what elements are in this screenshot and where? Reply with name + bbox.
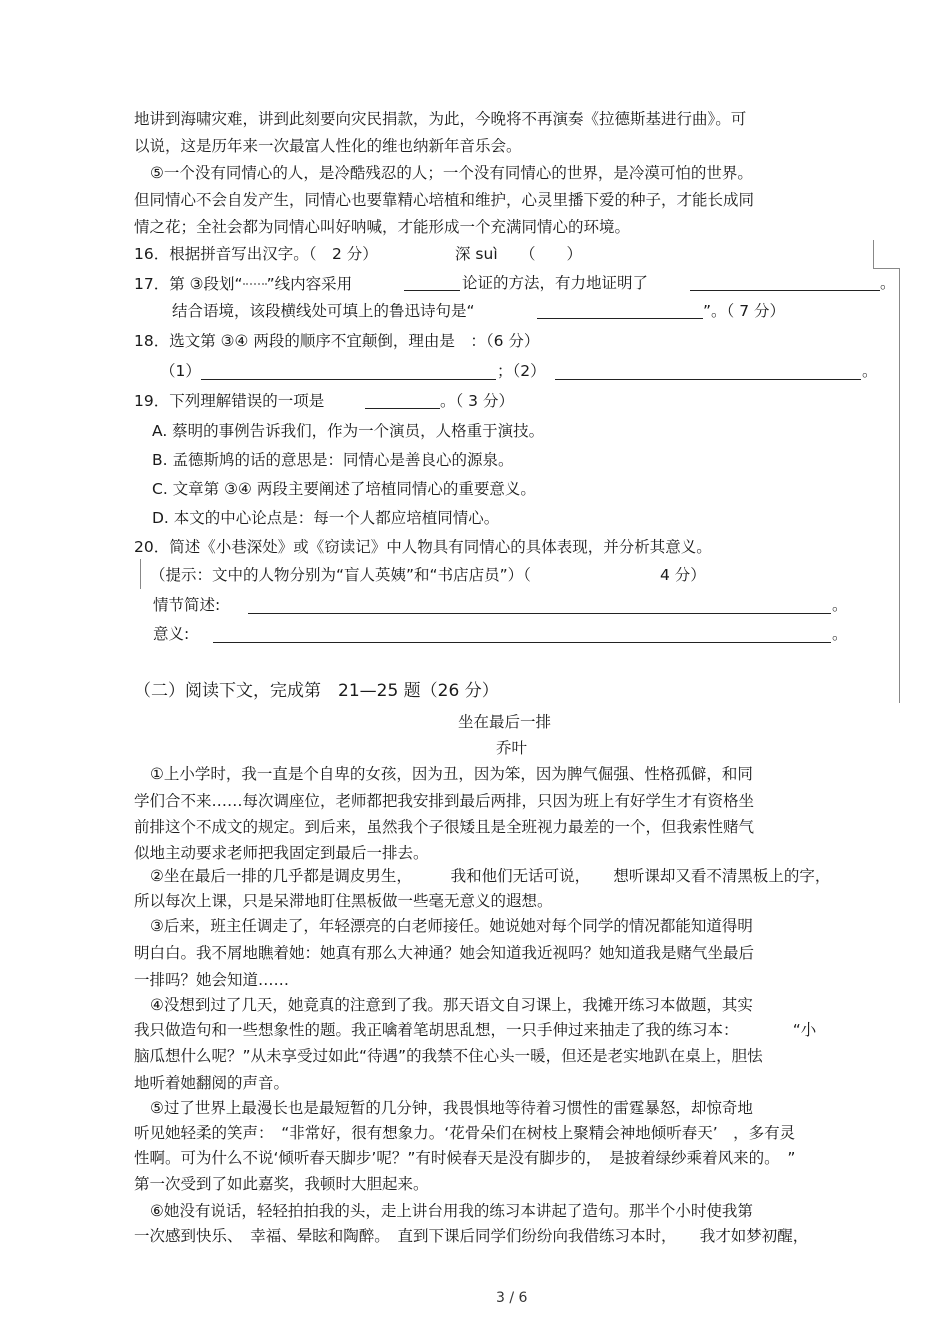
- story-line: 学们合不来……每次调座位，老师都把我安排到最后两排，只因为班上有好学生才有资格坐: [134, 792, 755, 810]
- q16-pinyin: 深 suì: [455, 245, 498, 263]
- story-line: 脑瓜想什么呢？”从未享受过如此“待遇”的我禁不住心头一暖，但还是老实地趴在桌上，胆怯: [134, 1047, 763, 1065]
- story-author: 乔叶: [496, 739, 528, 757]
- q17-part-d: 。: [880, 274, 896, 292]
- q19-option-b: B. 孟德斯鸠的话的意思是：同情心是善良心的源泉。: [152, 451, 514, 469]
- q16-answer-paren[interactable]: （ ）: [520, 245, 583, 263]
- q19-text: 19．下列理解错误的一项是: [134, 392, 325, 410]
- q18-text: 18．选文第 ③④ 两段的顺序不宜颠倒，理由是 ：（6 分）: [134, 332, 540, 350]
- q20-meaning-label: 意义:: [153, 625, 190, 643]
- story-line: ①上小学时，我一直是个自卑的女孩，因为丑，因为笨，因为脾气倔强、性格孤僻，和同: [150, 765, 753, 783]
- q19-score: 。（ 3 分）: [440, 392, 514, 410]
- story-line: 听见她轻柔的笑声： “非常好，很有想象力。‘花骨朵们在树枝上聚精会神地倾听春天’ ，多有灵: [134, 1124, 796, 1142]
- q17-line-2a: 结合语境，该段横线处可填上的鲁迅诗句是“: [172, 302, 475, 320]
- margin-mark: [873, 240, 874, 268]
- margin-mark: [899, 268, 900, 703]
- story-line: 似地主动要求老师把我固定到最后一排去。: [134, 844, 429, 862]
- story-line: 我只做造句和一些想象性的题。我正噙着笔胡思乱想，一只手伸过来抽走了我的练习本： “小: [134, 1021, 817, 1039]
- story-line: ④没想到过了几天，她竟真的注意到了我。那天语文自习课上，我摊开练习本做题，其实: [150, 996, 753, 1014]
- story-line: 明白白。我不屑地瞧着她：她真有那么大神通？她会知道我近视吗？她知道我是赌气坐最后: [134, 944, 755, 962]
- q20-plot-end: 。: [832, 596, 848, 614]
- q17-line-1: [134, 273, 352, 294]
- q18-end: 。: [862, 362, 878, 380]
- q17-line-2b: ”。（ 7 分）: [703, 302, 785, 320]
- story-line: 所以每次上课，只是呆滞地盯住黑板做一些毫无意义的遐想。: [134, 892, 553, 910]
- q20-meaning-blank[interactable]: [213, 628, 831, 643]
- story-line: ⑤过了世界上最漫长也是最短暂的几分钟，我畏惧地等待着习惯性的雷霆暴怒，却惊奇地: [150, 1099, 753, 1117]
- q20-plot-label: 情节简述:: [153, 596, 221, 614]
- q17-part-a: 17．第 ③段划“: [134, 275, 243, 293]
- story-line: ⑥她没有说话，轻轻拍拍我的头，走上讲台用我的练习本讲起了造句。那半个小时使我第: [150, 1202, 753, 1220]
- q20-meaning-end: 。: [832, 625, 848, 643]
- q18-part1-label: （1）: [160, 362, 201, 380]
- margin-mark: [873, 268, 899, 269]
- q20-plot-blank[interactable]: [248, 599, 831, 614]
- story-line: 地听着她翻阅的声音。: [134, 1074, 290, 1092]
- para5-line-3: 情之花；全社会都为同情心叫好呐喊，才能形成一个充满同情心的环境。: [134, 218, 631, 236]
- q16-text: 16．根据拼音写出汉字。（ 2 分）: [134, 245, 378, 263]
- section2-heading: （二）阅读下文，完成第 21—25 题（26 分）: [134, 681, 499, 701]
- para5-line-1: ⑤一个没有同情心的人，是冷酷残忍的人；一个没有同情心的世界，是冷漠可怕的世界。: [150, 164, 753, 182]
- q18-blank-2[interactable]: [555, 365, 861, 380]
- q18-blank-1[interactable]: [201, 365, 496, 380]
- q18-part2-label: ；（2）: [497, 362, 546, 380]
- q20-text: 20．简述《小巷深处》或《窃读记》中人物具有同情心的具体表现，并分析其意义。: [134, 538, 712, 556]
- intro-line-1: 地讲到海啸灾难，讲到此刻要向灾民捐款，为此，今晚将不再演奏《拉德斯基进行曲》。可: [134, 110, 747, 128]
- q19-blank[interactable]: [365, 394, 440, 409]
- q19-option-d: D. 本文的中心论点是：每一个人都应培植同情心。: [152, 509, 500, 527]
- q20-hint: （提示：文中的人物分别为“盲人英姨”和“书店店员”）（: [150, 566, 531, 584]
- story-line: 前排这个不成文的规定。到后来，虽然我个子很矮且是全班视力最差的一个，但我索性赌气: [134, 818, 755, 836]
- story-line: ②坐在最后一排的几乎都是调皮男生， 我和他们无话可说， 想听课却又看不清黑板上的字，: [150, 867, 831, 885]
- q20-score: 4 分）: [660, 566, 706, 584]
- intro-line-2: 以说，这是历年来一次最富人性化的维也纳新年音乐会。: [134, 137, 522, 155]
- story-line: 一次感到快乐、 幸福、晕眩和陶醉。 直到下课后同学们纷纷向我借练习本时， 我才如梦初醒，: [134, 1227, 809, 1245]
- story-line: 性啊。可为什么不说‘倾听春天脚步’呢？”有时候春天是没有脚步的， 是披着绿纱乘着风来的。 ”: [134, 1149, 796, 1167]
- q17-blank-poem[interactable]: [537, 304, 703, 319]
- story-line: ③后来，班主任调走了，年轻漂亮的白老师接任。她说她对每个同学的情况都能知道得明: [150, 917, 753, 935]
- story-line: 一排吗？她会知道……: [134, 971, 290, 989]
- wavy-underline-mark: [243, 273, 267, 285]
- story-title: 坐在最后一排: [458, 713, 552, 731]
- story-line: 第一次受到了如此嘉奖，我顿时大胆起来。: [134, 1175, 429, 1193]
- q17-blank-proves[interactable]: [690, 276, 880, 291]
- q17-part-c: 论证的方法，有力地证明了: [462, 274, 649, 292]
- q19-option-a: A. 蔡明的事例告诉我们，作为一个演员，人格重于演技。: [152, 422, 545, 440]
- margin-mark: [140, 559, 141, 589]
- q19-option-c: C. 文章第 ③④ 两段主要阐述了培植同情心的重要意义。: [152, 480, 536, 498]
- page-number: 3 / 6: [496, 1290, 528, 1306]
- q17-part-b: ”线内容采用: [266, 275, 353, 293]
- para5-line-2: 但同情心不会自发产生，同情心也要靠精心培植和维护，心灵里播下爱的种子，才能长成同: [134, 191, 755, 209]
- q17-blank-method[interactable]: [404, 276, 460, 291]
